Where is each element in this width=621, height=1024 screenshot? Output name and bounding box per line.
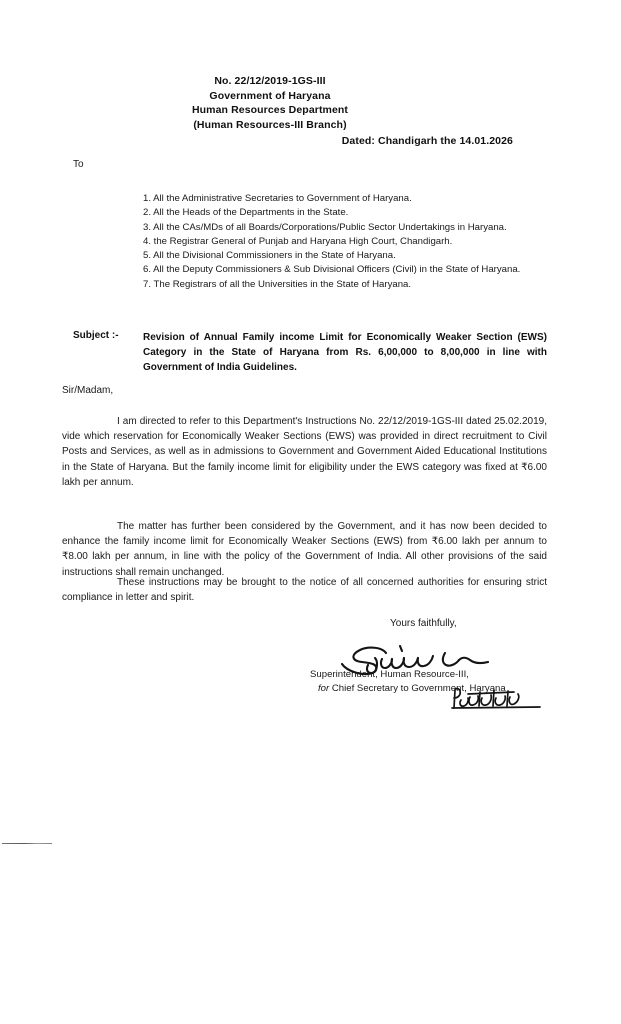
signatory-authority-line bbox=[310, 682, 570, 696]
list-item: 3. All the CAs/MDs of all Boards/Corporations/Public Sector Undertakings in Haryana. bbox=[143, 221, 507, 233]
list-item: 4. the Registrar General of Punjab and Haryana High Court, Chandigarh. bbox=[143, 235, 453, 247]
recipient-list bbox=[143, 192, 547, 292]
reference-number: No. 22/12/2019-1GS-III bbox=[214, 75, 326, 87]
subject-text: Revision of Annual Family income Limit for Economically Weaker Section (EWS) Category in the State of Haryana from Rs. 6,00,000 to 8,00,000 in line with Government of India Guidelines. bbox=[143, 332, 547, 373]
salutation: Sir/Madam, bbox=[62, 385, 114, 396]
signatory-designation: Superintendent, Human Resource-III, bbox=[310, 669, 469, 680]
body-paragraph-2: The matter has further been considered by the Government, and it has now been decided to enhance the family income limit for Economically Weaker Sections (EWS) from ₹6.00 lakh per annum to ₹8.00 lakh per annum, in line with the policy of the Government of India. All other provisions of the said instructions shall remain unchanged. bbox=[62, 521, 547, 578]
signatory-authority: Chief Secretary to Government, Haryana bbox=[331, 682, 506, 694]
department-name: Human Resources Department bbox=[191, 104, 349, 117]
body-paragraph-3: These instructions may be brought to the notice of all concerned authorities for ensuring strict compliance in letter and spirit. bbox=[62, 577, 547, 604]
letterhead bbox=[0, 74, 540, 132]
government-name: Government of Haryana bbox=[209, 89, 331, 102]
branch-name: (Human Resources-III Branch) bbox=[193, 118, 347, 131]
scan-artifact-line bbox=[2, 843, 52, 844]
subject-label: Subject :- bbox=[73, 330, 119, 341]
body-paragraph-1: I am directed to refer to this Department's Instructions No. 22/12/2019-1GS-III dated 25.02.2019, vide which reservation for Economically Weaker Sections (EWS) was provided in direct recruitment to Civil Posts and Services, as well as in admissions to Government and Government Aided Educational Institutions in the State of Haryana. But the family income limit for eligibility under the EWS category was fixed at ₹6.00 lakh per annum. bbox=[62, 416, 547, 488]
dated-line: Dated: Chandigarh the 14.01.2026 bbox=[341, 135, 513, 147]
list-item: 2. All the Heads of the Departments in the State. bbox=[143, 207, 349, 219]
for-prefix: for bbox=[318, 682, 330, 694]
list-item: 6. All the Deputy Commissioners & Sub Divisional Officers (Civil) in the State of Haryana. bbox=[143, 264, 521, 276]
list-item: 5. All the Divisional Commissioners in the State of Haryana. bbox=[143, 250, 396, 262]
to-label: To bbox=[73, 159, 84, 170]
list-item: 1. All the Administrative Secretaries to Government of Haryana. bbox=[143, 193, 412, 204]
signature-block bbox=[310, 668, 570, 695]
closing-salutation: Yours faithfully, bbox=[390, 618, 457, 629]
list-item: 7. The Registrars of all the Universities in the State of Haryana. bbox=[143, 278, 412, 290]
